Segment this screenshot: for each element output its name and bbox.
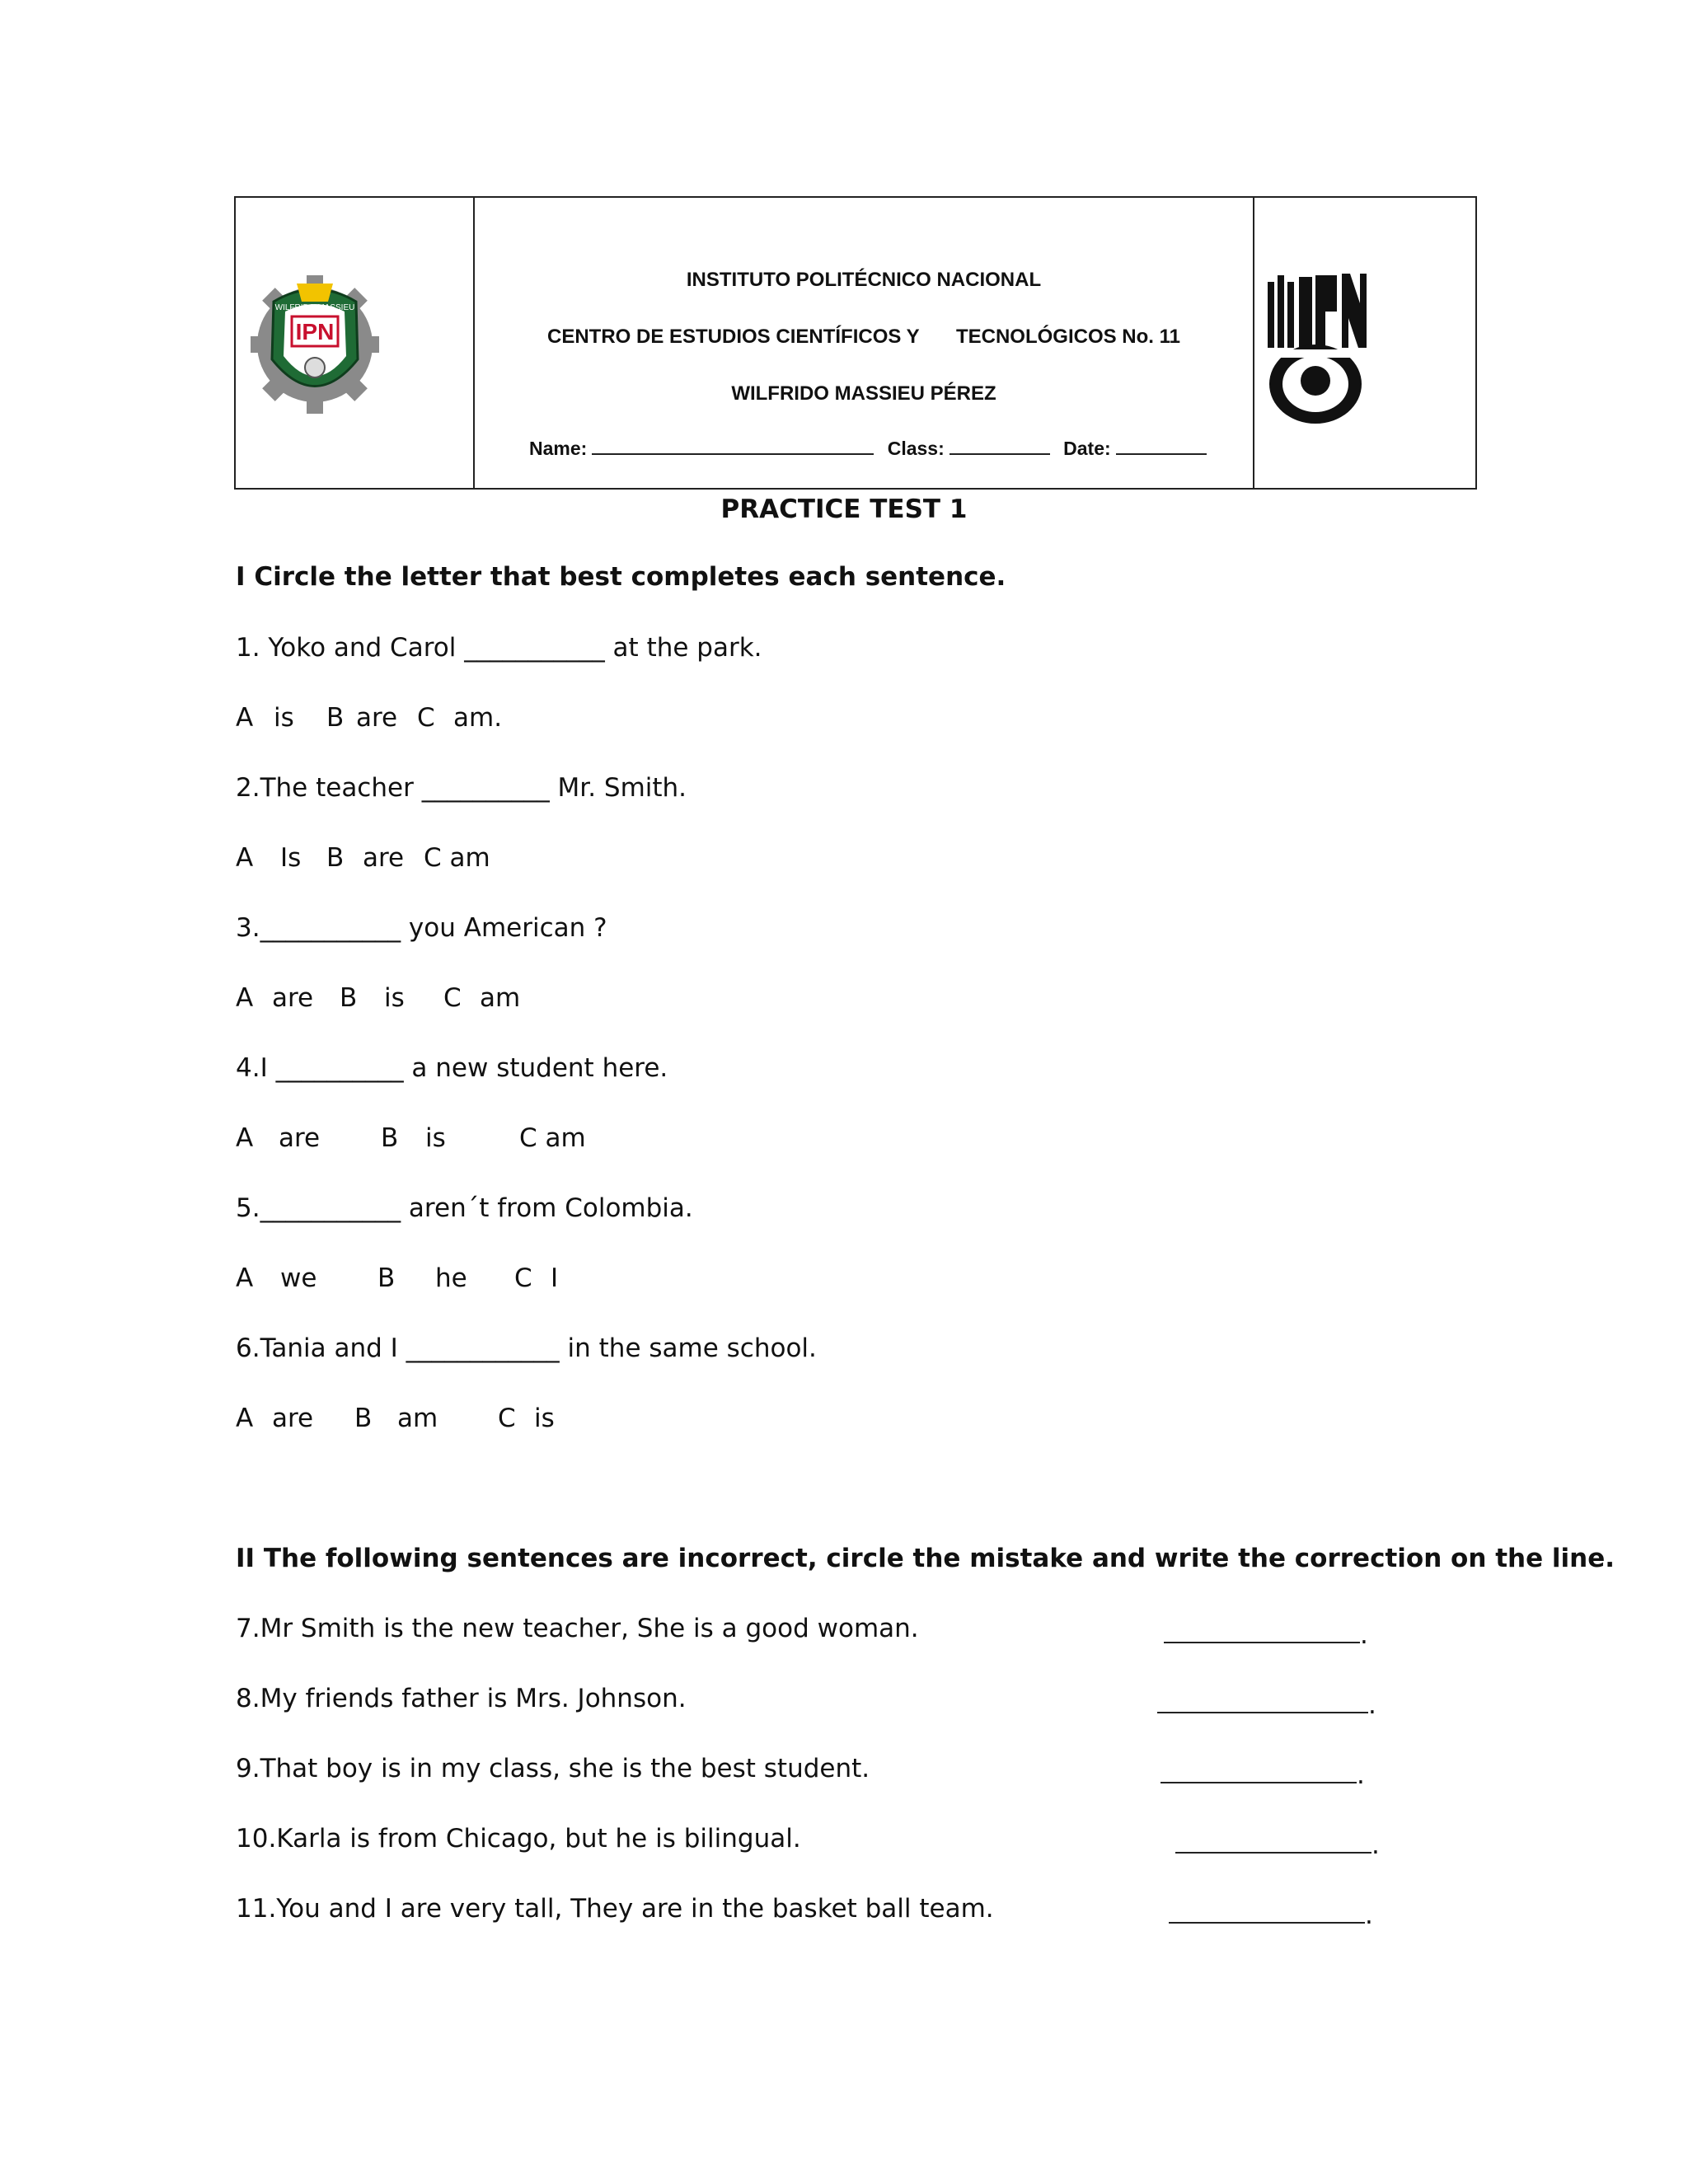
option-letter-text[interactable]: C am: [424, 843, 490, 873]
center-name-right: TECNOLÓGICOS No. 11: [955, 326, 1180, 348]
item-7: 7.Mr Smith is the new teacher, She is a good woman.: [236, 1614, 919, 1643]
test-title: PRACTICE TEST 1: [720, 494, 968, 524]
question-6: 6.Tania and I ____________ in the same school.: [236, 1333, 817, 1363]
question-5: 5.___________ aren´t from Colombia.: [236, 1193, 693, 1223]
option-letter[interactable]: A: [236, 1404, 254, 1433]
option-letter[interactable]: C: [443, 983, 462, 1013]
center-name-left: CENTRO DE ESTUDIOS CIENTÍFICOS Y: [547, 326, 920, 348]
answer-blank[interactable]: __________: [275, 1053, 404, 1083]
option-letter[interactable]: B: [340, 983, 358, 1013]
option-text: are: [363, 843, 405, 873]
option-letter[interactable]: A: [236, 1123, 254, 1153]
item-10: 10.Karla is from Chicago, but he is bilingual.: [236, 1824, 801, 1854]
option-letter[interactable]: A: [236, 703, 254, 733]
date-field[interactable]: [1116, 437, 1207, 455]
option-letter[interactable]: C: [514, 1263, 532, 1293]
left-logo-cell: [236, 198, 475, 488]
item-8: 8.My friends father is Mrs. Johnson.: [236, 1684, 687, 1713]
section2-heading: II The following sentences are incorrect, circle the mistake and write the correction on the line.: [236, 1544, 1615, 1573]
class-label: Class:: [887, 438, 945, 459]
question-1: 1. Yoko and Carol ___________ at the park.: [236, 633, 762, 663]
center-name-row: [475, 326, 1253, 349]
answer-blank[interactable]: ___________: [464, 633, 605, 663]
svg-text:IPN: IPN: [295, 319, 335, 344]
answer-blank[interactable]: __________: [421, 773, 550, 803]
correction-line-11[interactable]: .: [1169, 1894, 1373, 1930]
header-center-cell: [475, 198, 1254, 488]
option-text: is: [534, 1404, 555, 1433]
cecyt-logo: [249, 269, 381, 425]
option-letter[interactable]: C: [417, 703, 435, 733]
option-letter[interactable]: A: [236, 843, 254, 873]
option-text: are: [279, 1123, 321, 1153]
name-label: Name:: [529, 438, 588, 459]
date-label: Date:: [1063, 438, 1111, 459]
option-letter[interactable]: B: [377, 1263, 396, 1293]
option-text: am.: [453, 703, 503, 733]
option-letter[interactable]: B: [354, 1404, 373, 1433]
section1-heading: I Circle the letter that best completes each sentence.: [236, 562, 1006, 592]
question-2: 2.The teacher __________ Mr. Smith.: [236, 773, 687, 803]
option-letter[interactable]: A: [236, 983, 254, 1013]
header-table: [234, 196, 1477, 490]
option-letter[interactable]: C: [498, 1404, 516, 1433]
class-field[interactable]: [950, 437, 1050, 455]
question-3: 3.___________ you American ?: [236, 913, 607, 943]
option-letter[interactable]: A: [236, 1263, 254, 1293]
option-text: we: [280, 1263, 317, 1293]
school-name: WILFRIDO MASSIEU PÉREZ: [731, 382, 996, 405]
correction-line-8[interactable]: .: [1157, 1684, 1376, 1720]
svg-text:WILFRIDO MASSIEU: WILFRIDO MASSIEU: [274, 303, 355, 312]
answer-blank[interactable]: ____________: [406, 1333, 560, 1363]
option-text: is: [274, 703, 294, 733]
option-text: is: [425, 1123, 446, 1153]
option-letter[interactable]: B: [326, 843, 345, 873]
option-text: he: [435, 1263, 467, 1293]
correction-line-10[interactable]: .: [1175, 1824, 1380, 1860]
student-info-row: [529, 437, 1215, 460]
item-9: 9.That boy is in my class, she is the best student.: [236, 1754, 870, 1783]
right-logo-cell: [1254, 198, 1475, 488]
correction-line-7[interactable]: .: [1164, 1614, 1368, 1650]
institute-name: INSTITUTO POLITÉCNICO NACIONAL: [686, 269, 1042, 291]
option-text: Is: [280, 843, 302, 873]
answer-blank[interactable]: ___________: [260, 913, 401, 943]
option-text: are: [272, 1404, 314, 1433]
option-text: am: [480, 983, 521, 1013]
option-text: am: [397, 1404, 438, 1433]
question-4: 4.I __________ a new student here.: [236, 1053, 668, 1083]
answer-blank[interactable]: ___________: [260, 1193, 401, 1223]
option-text: is: [384, 983, 405, 1013]
correction-line-9[interactable]: .: [1160, 1754, 1365, 1790]
item-11: 11.You and I are very tall, They are in the basket ball team.: [236, 1894, 994, 1924]
option-letter[interactable]: B: [381, 1123, 399, 1153]
option-letter-text[interactable]: C am: [519, 1123, 586, 1153]
option-text: I: [551, 1263, 559, 1293]
ipn-logo: [1263, 270, 1370, 427]
name-field[interactable]: [592, 437, 874, 455]
option-text: are: [272, 983, 314, 1013]
option-text: are: [356, 703, 398, 733]
option-letter[interactable]: B: [326, 703, 345, 733]
